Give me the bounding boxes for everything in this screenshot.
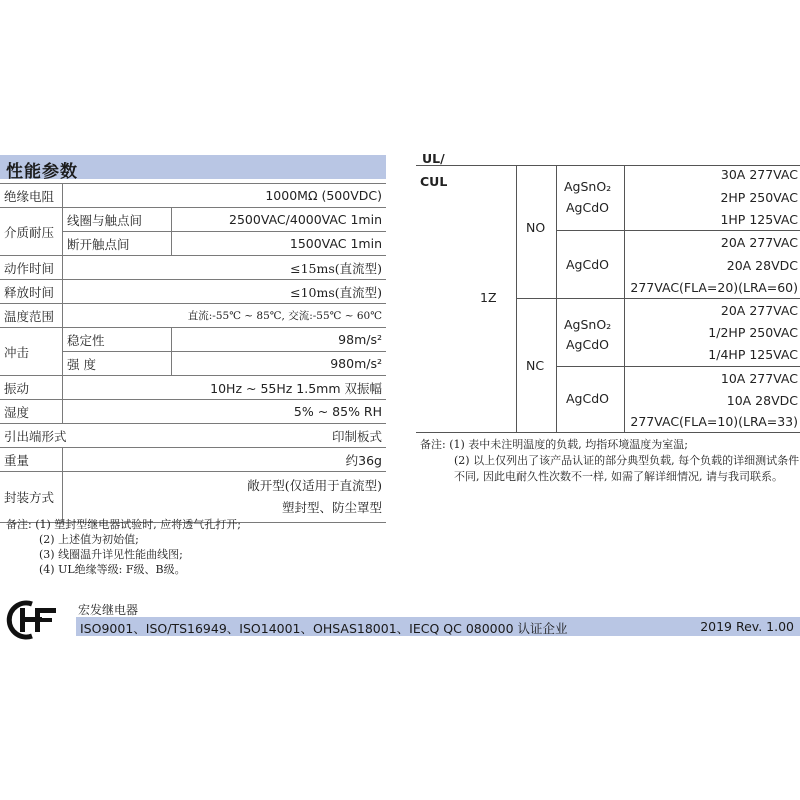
performance-table [0, 183, 386, 523]
operate-label: 动作时间 [0, 256, 63, 280]
ul-nc-r3: 1/4HP 125VAC [708, 347, 798, 362]
ul-bottom-line [416, 432, 800, 433]
hongfa-logo-icon [2, 600, 68, 640]
ul-nc-r4: 10A 277VAC [720, 371, 798, 386]
ul-nc-mat2: AgCdO [566, 391, 609, 406]
ul-no-mat1b: AgCdO [566, 200, 609, 215]
ul-vline-2 [556, 165, 557, 433]
ul-no-r6: 277VAC(FLA=20)(LRA=60) [630, 280, 798, 295]
ul-nc-r6: 277VAC(FLA=10)(LRA=33) [630, 414, 798, 429]
ul-no-mat2: AgCdO [566, 257, 609, 272]
performance-title: 性能参数 [6, 162, 78, 182]
ul-nc-mat1a: AgSnO₂ [564, 317, 612, 332]
ul-no-r4: 20A 277VAC [720, 235, 798, 250]
ul-notes [420, 437, 800, 485]
humidity-value: 5% ~ 85% RH [63, 400, 387, 424]
row-dielectric-1 [0, 208, 386, 232]
ul-nc-r2: 1/2HP 250VAC [708, 325, 798, 340]
ul-cert-top: UL/ [422, 151, 445, 166]
ul-mid-line [516, 298, 800, 299]
sealing-label: 封装方式 [0, 472, 63, 523]
ul-nc-split-line [556, 366, 800, 367]
sealing-values [63, 472, 387, 523]
ul-no-split-line [556, 230, 800, 231]
ul-no-r3: 1HP 125VAC [720, 212, 798, 227]
ul-top-line [416, 165, 800, 166]
ul-nc-label: NC [526, 358, 545, 373]
shock-val1: 98m/s² [172, 328, 387, 352]
ul-nc-r5: 10A 28VDC [726, 393, 798, 408]
vibration-label: 振动 [0, 376, 63, 400]
footer-certifications: ISO9001、ISO/TS16949、ISO14001、OHSAS18001、IECQ QC 080000 认证企业 [80, 621, 568, 636]
note-4: (4) UL绝缘等级: F级、B级。 [39, 563, 186, 576]
sealing-value-1: 敞开型(仅适用于直流型) [247, 478, 382, 493]
dielectric-label: 介质耐压 [0, 208, 63, 256]
ul-no-mat1a: AgSnO₂ [564, 179, 612, 194]
note-1: 备注: (1) 塑封型继电器试验时, 应将透气孔打开; [6, 518, 241, 531]
row-shock-1 [0, 328, 386, 352]
operate-value: ≤15ms(直流型) [63, 256, 387, 280]
shock-val2: 980m/s² [172, 352, 387, 376]
row-humidity [0, 400, 386, 424]
dielectric-sub2: 断开触点间 [63, 232, 172, 256]
row-sealing [0, 472, 386, 523]
row-vibration [0, 376, 386, 400]
humidity-label: 湿度 [0, 400, 63, 424]
weight-label: 重量 [0, 448, 63, 472]
ul-nc-r1: 20A 277VAC [720, 303, 798, 318]
note-3: (3) 线圈温升详见性能曲线图; [39, 548, 183, 561]
ul-cert-label: CUL [420, 174, 448, 189]
ul-rating-table [416, 151, 800, 433]
row-insulation [0, 184, 386, 208]
temp-value: 直流:-55℃ ~ 85℃, 交流:-55℃ ~ 60℃ [63, 304, 387, 328]
ul-vline-1 [516, 165, 517, 433]
weight-value: 约36g [63, 448, 387, 472]
insulation-label: 绝缘电阻 [0, 184, 63, 208]
row-operate [0, 256, 386, 280]
shock-sub1: 稳定性 [63, 328, 172, 352]
performance-notes [6, 517, 241, 577]
release-label: 释放时间 [0, 280, 63, 304]
terminal-label: 引出端形式 [0, 424, 172, 448]
ul-no-r2: 2HP 250VAC [720, 190, 798, 205]
row-temp [0, 304, 386, 328]
ul-no-label: NO [526, 220, 546, 235]
insulation-value: 1000MΩ (500VDC) [63, 184, 387, 208]
ul-no-r1: 30A 277VAC [720, 167, 798, 182]
sealing-value-2: 塑封型、防尘罩型 [281, 500, 382, 515]
dielectric-sub1: 线圈与触点间 [63, 208, 172, 232]
row-release [0, 280, 386, 304]
footer-version: 2019 Rev. 1.00 [700, 619, 794, 634]
release-value: ≤10ms(直流型) [63, 280, 387, 304]
row-weight [0, 448, 386, 472]
terminal-value: 印制板式 [172, 424, 387, 448]
row-terminal [0, 424, 386, 448]
shock-sub2: 强 度 [63, 352, 172, 376]
ul-form: 1Z [480, 290, 497, 305]
vibration-value: 10Hz ~ 55Hz 1.5mm 双振幅 [63, 376, 387, 400]
ul-vline-3 [624, 165, 625, 433]
ul-note-2: (2) 以上仅列出了该产品认证的部分典型负载, 每个负载的详细测试条件不同, 因此电耐久性次数不一样, 如需了解详细情况, 请与我司联系。 [454, 454, 800, 483]
ul-note-1: 备注: (1) 表中未注明温度的负载, 均指环境温度为室温; [420, 438, 688, 451]
ul-no-r5: 20A 28VDC [726, 258, 798, 273]
company-name: 宏发继电器 [78, 603, 139, 617]
temp-label: 温度范围 [0, 304, 63, 328]
dielectric-val2: 1500VAC 1min [172, 232, 387, 256]
ul-nc-mat1b: AgCdO [566, 337, 609, 352]
shock-label: 冲击 [0, 328, 63, 376]
note-2: (2) 上述值为初始值; [39, 533, 139, 546]
dielectric-val1: 2500VAC/4000VAC 1min [172, 208, 387, 232]
